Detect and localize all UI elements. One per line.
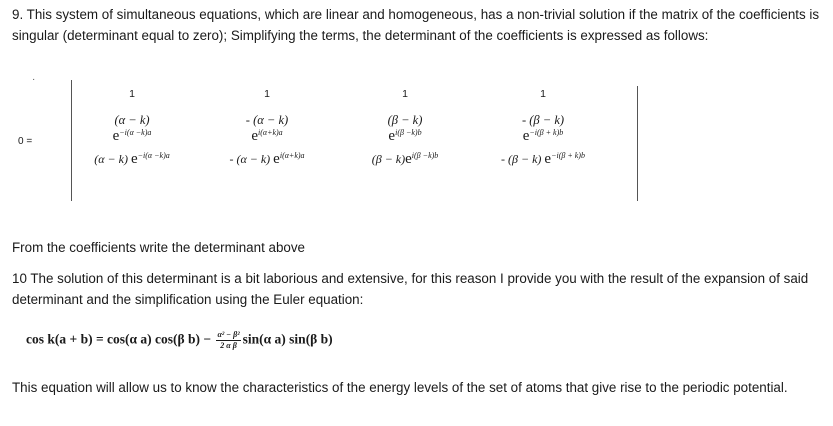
exp-base: e: [388, 128, 396, 144]
formula-left: cos k(a + b) = cos(α a) cos(β b) −: [26, 331, 212, 347]
exp-power: −i(α −k)a: [137, 151, 170, 160]
exp-base: e: [273, 151, 280, 167]
coef: - (α − k): [229, 152, 271, 166]
det-cell-r2-c3: (β − k): [387, 113, 423, 127]
det-cell-r3-c3: [330, 128, 480, 145]
det-cell-r1-c2: 1: [264, 88, 270, 100]
fraction-numerator: α² − β²: [217, 330, 240, 339]
det-cell-r2-c4: - (β − k): [521, 113, 565, 127]
det-cell-r3-c1: [57, 128, 207, 145]
coef: - (β − k): [501, 152, 542, 166]
exp-power: i(β −k)b: [411, 151, 439, 160]
intro-paragraph: 9. This system of simultaneous equations, which are linear and homogeneous, has a non-trivial solution if the matrix of the coefficients is singular (determinant equal to zero); Simplifying the terms, the determinant of the coefficients is expressed as follows:: [12, 7, 820, 43]
determinant: [0, 80, 833, 205]
coef: (β − k): [371, 152, 406, 166]
exp-base: e: [544, 151, 552, 167]
exp-power: i(β −k)b: [395, 128, 422, 137]
coefficients-paragraph: From the coefficients write the determinant above: [12, 240, 306, 255]
exp-power: −i(β + k)b: [551, 151, 585, 160]
det-cell-r4-c1: [57, 151, 207, 168]
exp-base: e: [130, 151, 138, 167]
conclusion-paragraph: This equation will allow us to know the characteristics of the energy levels of the set of atoms that give rise to the periodic potential.: [12, 380, 788, 395]
det-cell-r3-c4: [468, 128, 618, 145]
solution-paragraph: 10 The solution of this determinant is a bit laborious and extensive, for this reason I provide you with the result of the expansion of said determinant and the simplification using the Euler equation:: [12, 271, 809, 307]
exp-power: −i(β + k)b: [529, 128, 564, 137]
det-cell-r2-c2: - (α − k): [245, 113, 289, 127]
exp-base: e: [112, 128, 120, 144]
fraction-denominator: 2 α β: [220, 341, 237, 350]
det-cell-r1-c4: 1: [540, 88, 546, 100]
det-cell-r1-c1: 1: [129, 88, 135, 100]
det-cell-r4-c3: [330, 151, 480, 168]
coef: (α − k): [94, 152, 128, 166]
exp-base: e: [405, 151, 412, 167]
det-cell-r1-c3: 1: [402, 88, 408, 100]
det-cell-r4-c2: [192, 151, 342, 168]
exp-power: i(α+k)a: [279, 151, 305, 160]
exp-base: e: [522, 128, 530, 144]
formula-fraction: [216, 330, 240, 351]
formula-right: sin(α a) sin(β b): [242, 331, 333, 347]
det-cell-r3-c2: [192, 128, 342, 145]
dispersion-formula: [26, 330, 333, 351]
exp-power: −i(α −k)a: [119, 128, 152, 137]
bullet-mark: ·: [32, 74, 36, 85]
determinant-lhs: 0 =: [18, 136, 33, 147]
det-cell-r2-c1: (α − k): [114, 113, 150, 127]
det-cell-r4-c4: [468, 151, 618, 168]
determinant-right-bar: [637, 86, 638, 201]
exp-base: e: [251, 128, 258, 144]
exp-power: i(α+k)a: [257, 128, 283, 137]
